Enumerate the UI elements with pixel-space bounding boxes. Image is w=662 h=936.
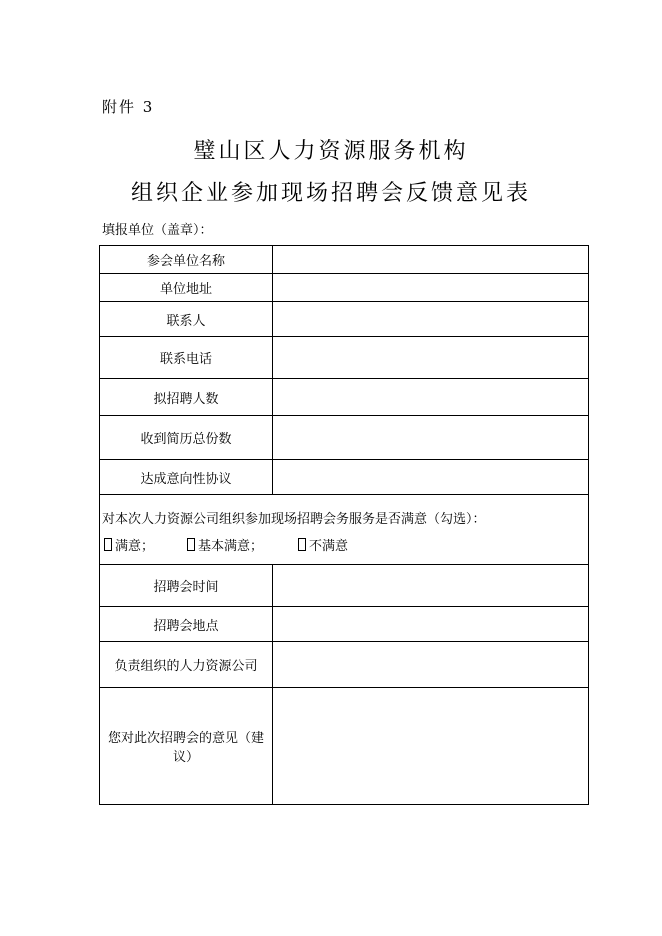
row-label: 达成意向性协议 [100,460,273,495]
form-row-fair-time [100,565,589,607]
row-value[interactable] [273,302,589,337]
title-line-1: 璧山区人力资源服务机构 [193,139,469,164]
row-value[interactable] [273,337,589,379]
row-label: 招聘会时间 [100,565,273,607]
satisfaction-cell [100,495,589,565]
option-label: 不满意 [309,538,349,554]
option-satisfied[interactable] [104,535,154,554]
row-value[interactable] [273,688,589,805]
form-row-address [100,274,589,302]
form-row-agreements [100,460,589,495]
row-label: 拟招聘人数 [100,379,273,416]
checkbox-icon[interactable] [298,538,306,551]
form-row-fair-location [100,607,589,642]
row-label: 负责组织的人力资源公司 [100,642,273,688]
form-row-resume-count [100,416,589,460]
row-value[interactable] [273,246,589,274]
checkbox-icon[interactable] [187,538,195,551]
form-row-phone [100,337,589,379]
attachment-label: 附件 3 [102,98,155,116]
fill-unit-label: 填报单位（盖章）： [102,223,213,238]
row-value[interactable] [273,642,589,688]
satisfaction-question: 对本次人力资源公司组织参加现场招聘会务服务是否满意（勾选）： [102,511,486,527]
title-line-2: 组织企业参加现场招聘会反馈意见表 [130,181,531,206]
row-value[interactable] [273,460,589,495]
option-label: 满意； [115,538,155,554]
form-row-satisfaction [100,495,589,565]
row-value[interactable] [273,607,589,642]
form-row-opinion [100,688,589,805]
form-row-contact [100,302,589,337]
option-basically-satisfied[interactable] [187,535,263,554]
form-row-hiring-count [100,379,589,416]
satisfaction-options [102,535,588,554]
row-label: 收到简历总份数 [100,416,273,460]
row-value[interactable] [273,565,589,607]
row-value[interactable] [273,416,589,460]
option-label: 基本满意； [198,538,264,554]
row-label: 招聘会地点 [100,607,273,642]
checkbox-icon[interactable] [104,538,112,551]
row-label: 单位地址 [100,274,273,302]
row-value[interactable] [273,379,589,416]
form-row-company-name [100,246,589,274]
row-label: 参会单位名称 [100,246,273,274]
row-label: 联系电话 [100,337,273,379]
row-label: 联系人 [100,302,273,337]
row-label: 您对此次招聘会的意见（建议） [100,688,273,805]
row-value[interactable] [273,274,589,302]
form-row-hr-company [100,642,589,688]
feedback-form-table [99,245,589,805]
option-not-satisfied[interactable] [298,535,348,554]
